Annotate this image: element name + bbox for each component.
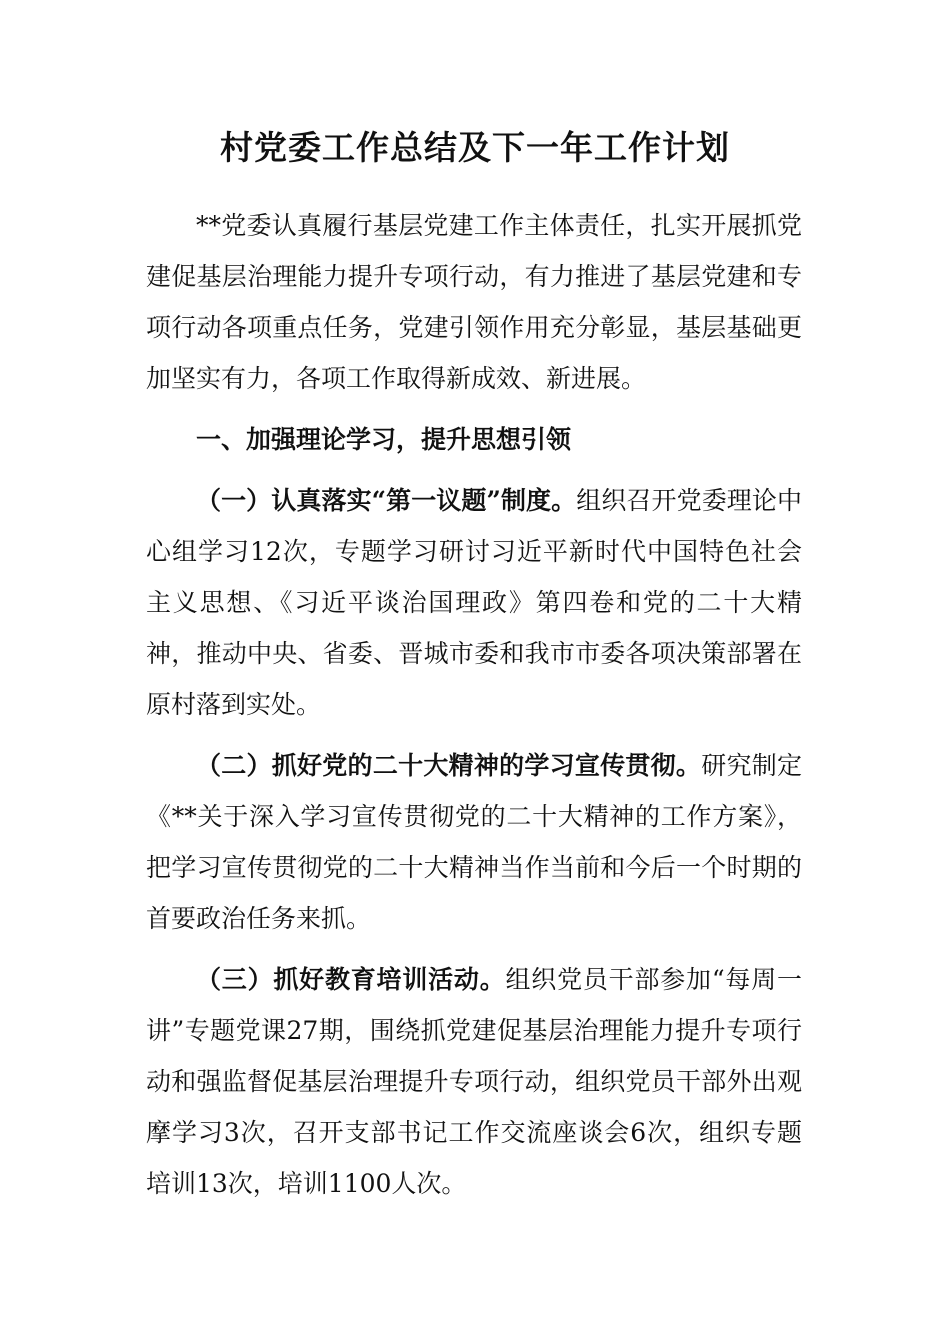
item-paragraph-2 [146, 740, 802, 944]
item-text: 研究制定《**关于深入学习宣传贯彻党的二十大精神的工作方案》，把学习宣传贯彻党的二十大精神当作当前和今后一个时期的首要政治任务来抓。 [146, 751, 802, 933]
item-text: 组织党员干部参加“每周一讲”专题党课27期，围绕抓党建促基层治理能力提升专项行动和强监督促基层治理提升专项行动，组织党员干部外出观摩学习3次，召开支部书记工作交流座谈会6次，组织专题培训13次，培训1100人次。 [146, 965, 802, 1198]
item-lead: （二）抓好党的二十大精神的学习宣传贯彻。 [196, 751, 702, 780]
item-text: 组织召开党委理论中心组学习12次，专题学习研讨习近平新时代中国特色社会主义思想、《习近平谈治国理政》第四卷和党的二十大精神，推动中央、省委、晋城市委和我市市委各项决策部署在原村落到实处。 [146, 486, 802, 719]
item-paragraph-1 [146, 475, 802, 730]
intro-paragraph: **党委认真履行基层党建工作主体责任，扎实开展抓党建促基层治理能力提升专项行动，有力推进了基层党建和专项行动各项重点任务，党建引领作用充分彰显，基层基础更加坚实有力，各项工作取得新成效、新进展。 [146, 211, 802, 393]
item-lead: （一）认真落实“第一议题”制度。 [196, 486, 577, 515]
item-lead: （三）抓好教育培训活动。 [196, 965, 506, 994]
document-title: 村党委工作总结及下一年工作计划 [220, 128, 730, 167]
section-heading: 一、加强理论学习，提升思想引领 [196, 425, 572, 454]
item-paragraph-3 [146, 954, 802, 1209]
document-body [146, 200, 802, 1219]
